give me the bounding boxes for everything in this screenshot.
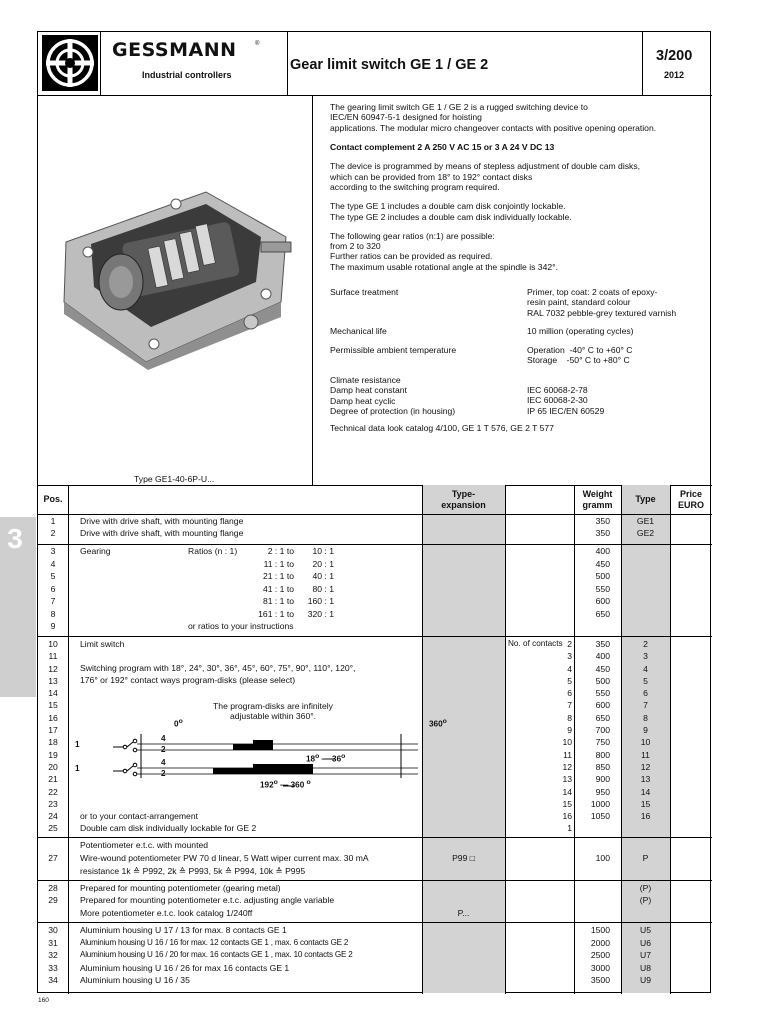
ratio-line: The following gear ratios (n:1) are possible:	[330, 230, 495, 241]
ratio-to: 160 : 1	[307, 596, 334, 606]
row-pos: 29	[48, 895, 58, 905]
table-row	[38, 609, 712, 621]
col-header-type: Type	[635, 494, 656, 504]
table-row	[38, 925, 712, 937]
col-header-weight	[574, 489, 621, 511]
row-type: 4	[643, 663, 648, 674]
row-weight: 450	[595, 558, 610, 569]
terminal-label: 4	[161, 758, 166, 767]
angle-value: 36	[332, 754, 342, 764]
table-row	[38, 584, 712, 596]
contact-count: 11	[563, 749, 572, 760]
row-pos: 25	[48, 823, 58, 834]
spec-climate-values	[527, 385, 604, 416]
row-type: 8	[643, 712, 648, 723]
chapter-tab-number: 3	[7, 523, 23, 554]
row-weight: 1000	[590, 798, 610, 809]
row-type: U7	[640, 950, 651, 960]
row-weight: 800	[595, 749, 610, 760]
table-row	[38, 546, 712, 558]
row-pos: 27	[48, 853, 58, 863]
row-type: 3	[643, 651, 648, 662]
row-description: Aluminium housing U 16 / 26 for max 16 contacts GE 1	[80, 962, 290, 973]
contact-arrangement: or to your contact-arrangement	[80, 811, 198, 821]
row-weight: 650	[595, 712, 610, 723]
row-type: 14	[640, 786, 651, 797]
row-type: 7	[643, 700, 648, 711]
row-type: GE2	[636, 528, 655, 538]
gearing-label: Gearing	[80, 546, 111, 556]
disk-note	[188, 701, 358, 722]
row-type: 5	[643, 675, 648, 686]
image-caption: Type GE1-40-6P-U...	[134, 474, 215, 484]
gessmann-logo	[42, 35, 98, 91]
row-pos: 13	[48, 675, 58, 686]
row-pos: 2	[50, 528, 56, 538]
row-pos: 16	[48, 712, 58, 723]
contact-count: 3	[567, 651, 572, 662]
spec-label: Damp heat cyclic	[330, 395, 396, 406]
diagram-angle-18-36: 18$^o$ — 36$^o$	[306, 753, 346, 764]
row-pos: 34	[48, 975, 58, 985]
terminal-label: 2	[161, 745, 166, 754]
catalog-year: 2012	[664, 70, 685, 80]
registered-mark: ®	[255, 41, 260, 47]
row-weight: 1500	[590, 925, 610, 935]
row-description: Drive with drive shaft, with mounting flange	[80, 528, 244, 538]
row-weight: 650	[595, 608, 610, 619]
degree-sup: o	[442, 718, 447, 725]
contact-count: 10	[562, 737, 572, 748]
spec-value-line: IEC 60068-2-30	[527, 395, 588, 406]
switching-program-line: Switching program with 18°, 24°, 30°, 36°, 45°, 60°, 75°, 90°, 110°, 120°,	[80, 663, 356, 673]
ratio-from: 81 : 1 to	[262, 596, 294, 606]
disk-note-line: adjustable within 360°.	[229, 711, 317, 722]
row-pos: 3	[50, 546, 56, 556]
table-row	[38, 559, 712, 571]
row-pos: 22	[48, 786, 58, 797]
table-row	[38, 975, 712, 987]
contact-count: 9	[567, 725, 572, 736]
row-type-expansion: P99 □	[452, 853, 475, 863]
table-row	[38, 895, 712, 907]
spec-label: Climate resistance	[330, 375, 401, 385]
table-row	[38, 571, 712, 583]
row-weight: 500	[595, 675, 610, 686]
row-weight: 600	[595, 700, 610, 711]
table-row	[38, 621, 712, 633]
row-type: (P)	[639, 883, 652, 893]
row-pos: 12	[48, 663, 58, 674]
row-weight: 350	[595, 639, 610, 649]
potentiometer-line: resistance 1k ≙ P992, 2k ≙ P993, 5k ≙ P994, 10k ≙ P995	[80, 866, 306, 876]
limit-switch-label: Limit switch	[80, 639, 125, 649]
row-weight: 3000	[590, 962, 610, 973]
limit-switch-types	[621, 639, 670, 823]
row-type: (P)	[639, 895, 652, 905]
degree-value: 0	[174, 719, 179, 729]
type-line: The type GE 2 includes a double cam disk individually lockable.	[330, 211, 572, 222]
datasheet-frame	[37, 31, 711, 993]
ratio-from: 21 : 1 to	[262, 571, 294, 581]
row-weight: 1050	[590, 811, 610, 822]
spec-label: Degree of protection (in housing)	[330, 405, 456, 416]
row-type-expansion: P...	[457, 908, 470, 918]
contact-count: 2	[567, 639, 572, 649]
contact-complement: Contact complement 2 A 250 V AC 15 or 3 A 24 V DC 13	[330, 141, 555, 152]
diagram-angle-192-360: 192$^o$ — 360 $^o$	[260, 779, 311, 790]
row-type: 9	[643, 725, 648, 736]
degree-sup: o	[315, 753, 320, 760]
row-type: 2	[643, 639, 648, 649]
product-description	[330, 102, 705, 281]
row-pos: 18	[48, 737, 58, 748]
row-pos: 4	[50, 558, 56, 569]
tech-data-reference: Technical data look catalog 4/100, GE 1 T 576, GE 2 T 577	[330, 423, 554, 433]
row-pos: 32	[48, 950, 58, 960]
row-pos: 21	[48, 774, 58, 785]
row-description: Prepared for mounting potentiometer e.t.c. adjusting angle variable	[80, 895, 335, 905]
footer-page-number: 160	[38, 997, 49, 1004]
row-type: 10	[640, 737, 651, 748]
row-pos: 10	[48, 639, 58, 649]
row-weight: 600	[595, 596, 610, 606]
ratio-from: 161 : 1 to	[258, 608, 294, 619]
type-line: The type GE 1 includes a double cam disk conjointly lockable.	[330, 201, 566, 212]
row-type: 16	[640, 811, 651, 822]
row-weight: 700	[595, 725, 610, 736]
spec-value-line: resin paint, standard colour	[527, 297, 631, 308]
programming-line: according to the switching program required.	[330, 181, 500, 192]
angle-value: 18	[306, 754, 316, 764]
contacts-label: No. of contacts	[508, 639, 563, 648]
header-line: expansion	[441, 499, 486, 510]
row-description: Prepared for mounting potentiometer (gearing metal)	[80, 883, 281, 893]
col-header-price	[670, 489, 712, 511]
limit-switch-pos-column	[38, 639, 68, 836]
table-row	[38, 908, 712, 920]
row-weight: 400	[595, 546, 610, 556]
row-type: 13	[640, 774, 651, 785]
degree-sup: o	[306, 779, 311, 786]
row-weight: 950	[595, 786, 610, 797]
spec-temp-value	[527, 345, 633, 366]
table-row	[38, 883, 712, 895]
spec-value-line: Storage -50° C to +80° C	[527, 355, 630, 366]
row-description: Aluminium housing U 17 / 13 for max. 8 contacts GE 1	[80, 925, 287, 935]
contact-count: 5	[567, 675, 572, 686]
gearing-ratio-label: Ratios (n : 1)	[188, 546, 238, 556]
row-weight: 450	[595, 663, 610, 674]
ratio-from: 11 : 1 to	[263, 558, 294, 569]
row-weight: 2000	[590, 937, 610, 948]
row-pos: 6	[50, 583, 56, 594]
row-type: P	[642, 853, 649, 863]
spec-value-line: RAL 7032 pebble-grey textured varnish	[527, 307, 677, 318]
programming-line: The device is programmed by means of stepless adjustment of double cam disks,	[330, 161, 641, 172]
row-type: U9	[640, 975, 651, 985]
row-description: Drive with drive shaft, with mounting flange	[80, 516, 244, 526]
row-type: U6	[640, 937, 651, 948]
table-row	[38, 528, 712, 540]
spec-surface-label: Surface treatment	[330, 287, 399, 297]
degree-value: 360	[429, 719, 443, 729]
row-pos: 15	[48, 700, 58, 711]
row-pos: 24	[48, 811, 58, 822]
switching-program-diagram	[73, 718, 447, 810]
ratio-to: 10 : 1	[312, 546, 334, 556]
row-weight: 3500	[590, 975, 610, 985]
row-weight: 500	[595, 571, 610, 581]
angle-value: 360	[290, 780, 305, 790]
terminal-label: 1	[75, 740, 80, 749]
table-row	[38, 963, 712, 975]
product-photo	[56, 182, 296, 372]
header-line: EURO	[677, 499, 704, 510]
row-pos: 33	[48, 962, 58, 973]
row-pos: 30	[48, 925, 58, 935]
ratio-to: 40 : 1	[312, 571, 334, 581]
spec-climate-labels	[330, 375, 455, 416]
row-description: More potentiometer e.t.c. look catalog 1/240ff	[80, 908, 253, 918]
degree-sup: o	[341, 753, 346, 760]
col-header-type-expansion	[422, 489, 505, 511]
terminal-label: 2	[161, 769, 166, 778]
row-type: GE1	[636, 516, 655, 526]
ratio-from: 41 : 1 to	[262, 583, 294, 594]
row-pos: 19	[48, 749, 58, 760]
ratio-to: 20 : 1	[312, 558, 334, 569]
contact-count: 13	[562, 774, 572, 785]
potentiometer-line: Potentiometer e.t.c. with mounted	[80, 840, 209, 850]
col-header-pos: Pos.	[43, 494, 63, 504]
row-pos: 1	[50, 516, 56, 526]
ratio-line: from 2 to 320	[330, 241, 381, 252]
row-weight: 550	[595, 583, 610, 594]
gearing-other: or ratios to your instructions	[188, 621, 294, 631]
row-type: 6	[643, 688, 648, 699]
table-row	[38, 938, 712, 950]
row-pos: 11	[48, 651, 58, 662]
contacts-column	[554, 639, 572, 836]
row-weight: 350	[595, 516, 610, 526]
spec-temp-label: Permissible ambient temperature	[330, 345, 457, 355]
intro-line: IEC/EN 60947-5-1 designed for hoisting	[330, 112, 482, 123]
row-pos: 28	[48, 883, 58, 893]
double-cam-note: Double cam disk individually lockable for GE 2	[80, 823, 257, 833]
row-type: U5	[640, 925, 651, 935]
row-weight: 2500	[590, 950, 610, 960]
switching-program-line: 176° or 192° contact ways program-disks (please select)	[80, 675, 296, 685]
row-weight: 350	[595, 528, 610, 538]
header-line: Type-	[451, 489, 476, 499]
spec-value-line: IP 65 IEC/EN 60529	[527, 405, 605, 416]
limit-switch-weights	[574, 639, 610, 823]
row-description: Aluminium housing U 16 / 35	[80, 975, 190, 985]
row-weight: 550	[595, 688, 610, 699]
row-type: U8	[640, 962, 651, 973]
intro-line: applications. The modular micro changeover contacts with positive opening operation.	[330, 122, 657, 133]
spec-label: Damp heat constant	[330, 385, 407, 396]
header-line: Price	[679, 489, 703, 499]
catalog-page-number: 3/200	[656, 48, 693, 64]
row-weight: 100	[595, 853, 610, 863]
potentiometer-line: Wire-wound potentiometer PW 70 d linear, 5 Watt wiper current max. 30 mA	[80, 853, 369, 863]
row-pos: 23	[48, 798, 58, 809]
row-weight: 400	[595, 651, 610, 662]
diagram-label-360-deg	[429, 718, 447, 730]
row-weight: 900	[595, 774, 610, 785]
degree-sup: o	[273, 779, 278, 786]
terminal-label: 4	[161, 734, 166, 743]
ratio-from: 2 : 1 to	[267, 546, 294, 556]
row-description: Aluminium housing U 16 / 16 for max. 12 contacts GE 1 , max. 6 contacts GE 2	[80, 937, 349, 947]
brand-tagline: Industrial controllers	[142, 70, 232, 80]
spec-value-line: Operation -40° C to +60° C	[527, 345, 633, 355]
contact-count: 15	[562, 798, 572, 809]
header-line: gramm	[582, 499, 613, 510]
row-pos: 9	[50, 621, 56, 631]
ratio-line: Further ratios can be provided as required.	[330, 251, 493, 262]
contact-count: 4	[567, 663, 572, 674]
disk-note-line: The program-disks are infinitely	[213, 701, 333, 711]
spec-surface-value	[527, 287, 676, 318]
ratio-to: 320 : 1	[307, 608, 334, 619]
header-line: Weight	[582, 489, 613, 499]
contact-count: 6	[567, 688, 572, 699]
page-title: Gear limit switch GE 1 / GE 2	[290, 57, 489, 73]
table-row	[38, 596, 712, 608]
ratio-line: The maximum usable rotational angle at the spindle is 342°.	[330, 261, 558, 272]
angle-value: 192	[260, 780, 274, 790]
contact-count: 16	[562, 811, 572, 822]
contact-count: 1	[567, 823, 572, 834]
row-type: 12	[640, 761, 651, 772]
contact-count: 8	[567, 712, 572, 723]
row-type: 11	[641, 749, 650, 760]
table-row	[38, 516, 712, 528]
diagram-label-0-deg	[174, 718, 183, 730]
programming-line: which can be provided from 18° to 192° contact disks	[330, 171, 533, 182]
degree-sup: o	[178, 718, 183, 725]
terminal-label: 1	[75, 764, 80, 773]
contact-count: 14	[562, 786, 572, 797]
spec-value-line: IEC 60068-2-78	[527, 385, 588, 395]
row-pos: 17	[48, 725, 58, 736]
table-row	[38, 950, 712, 962]
ratio-to: 80 : 1	[312, 583, 334, 594]
intro-line: The gearing limit switch GE 1 / GE 2 is a rugged switching device to	[330, 102, 588, 112]
row-pos: 7	[50, 596, 56, 606]
row-pos: 20	[48, 761, 58, 772]
row-pos: 14	[48, 688, 58, 699]
row-weight: 850	[595, 761, 610, 772]
row-pos: 31	[48, 937, 58, 948]
row-pos: 5	[50, 571, 56, 581]
row-pos: 8	[50, 608, 56, 619]
spec-mech-label: Mechanical life	[330, 326, 387, 336]
contact-count: 12	[562, 761, 572, 772]
spec-mech-value: 10 million (operating cycles)	[527, 326, 634, 336]
row-weight: 750	[595, 737, 610, 748]
spec-value-line: Primer, top coat: 2 coats of epoxy-	[527, 287, 658, 297]
contact-count: 7	[567, 700, 572, 711]
row-description: Aluminium housing U 16 / 20 for max. 16 contacts GE 1 , max. 10 contacts GE 2	[80, 950, 353, 959]
row-type: 15	[640, 798, 651, 809]
brand-name: GESSMANN	[112, 39, 237, 61]
